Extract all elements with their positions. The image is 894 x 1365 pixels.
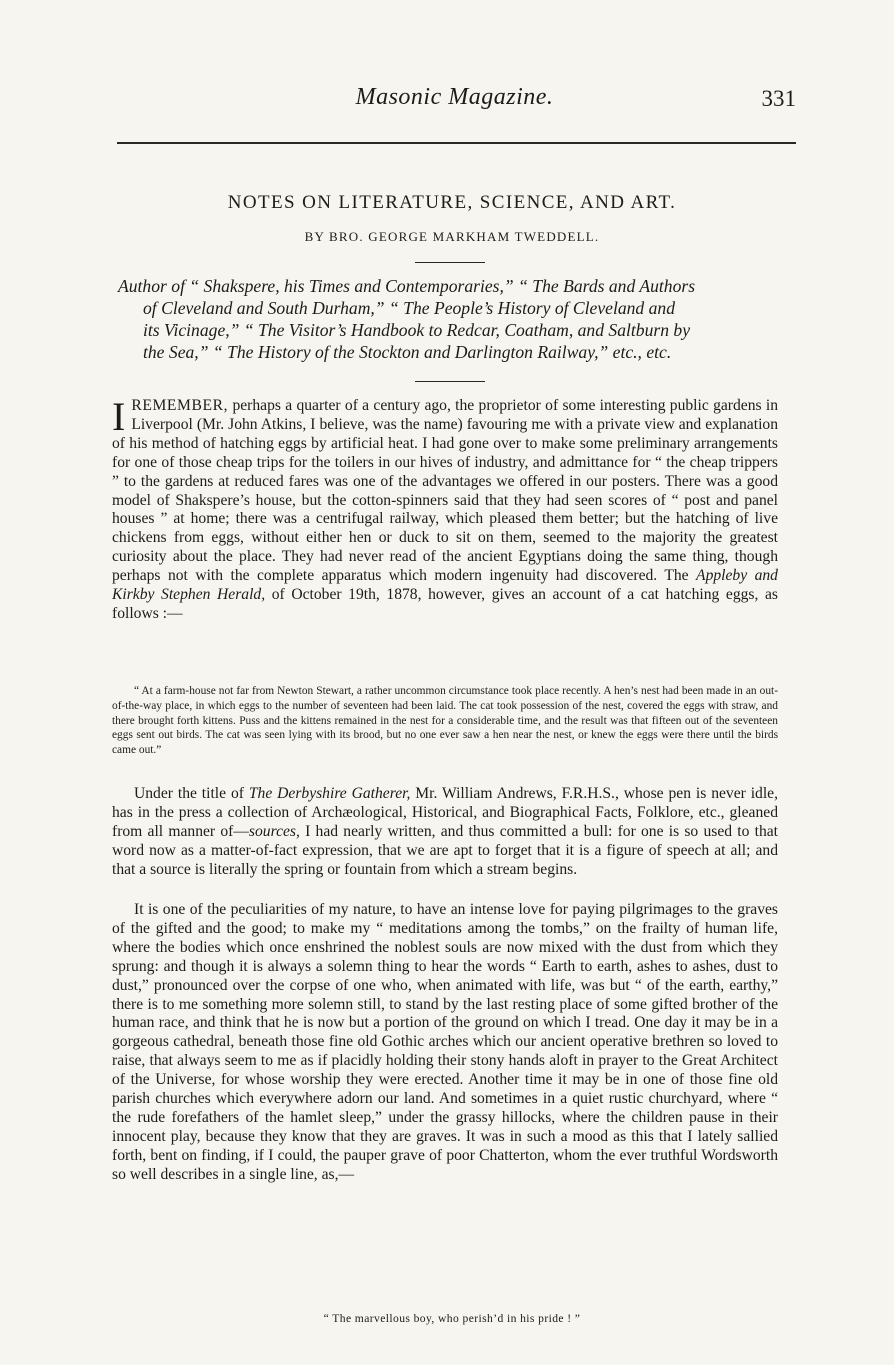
paragraph-text: of October 19th, 1878, however, gives an account of a cat hatching eggs, as follows :— bbox=[112, 586, 778, 622]
paragraph-3 bbox=[112, 901, 778, 1185]
paragraph-2 bbox=[112, 785, 778, 880]
credentials-line: of Cleveland and South Durham,” “ The People’s History of Cleveland and bbox=[143, 298, 676, 318]
credentials-divider bbox=[415, 381, 485, 382]
credentials-line: Author of “ Shakspere, his Times and Contemporaries,” “ The Bards and Authors bbox=[118, 276, 696, 296]
article-title: NOTES ON LITERATURE, SCIENCE, AND ART. bbox=[227, 192, 677, 213]
paragraph-text: Under the title of bbox=[134, 785, 249, 802]
drop-cap: I bbox=[112, 394, 126, 439]
book-title: The Derbyshire Gatherer, bbox=[248, 785, 411, 802]
title-divider bbox=[415, 262, 485, 263]
paragraph-text: Mr. William Andrews, F.R.H.S., whose pen is never idle, has in the press a collection of Archæological, Historical, and Biographical Facts, Folklore, etc., gleaned from all manner of— bbox=[112, 785, 779, 840]
running-head: Masonic Magazine. bbox=[355, 84, 554, 110]
page-number: 331 bbox=[761, 86, 796, 111]
paragraph-text: I had nearly written, and thus committed a bull: for one is so used to that word now as a matter-of-fact expression, that we are apt to forget that it is a figure of speech at all; and that a source is literally the spring or fountain from which a stream begins. bbox=[112, 822, 779, 878]
author-byline: BY BRO. GEORGE MARKHAM TWEDDELL. bbox=[304, 229, 600, 244]
credentials-line: the Sea,” “ The History of the Stockton and Darlington Railway,” etc., etc. bbox=[143, 342, 672, 362]
verse-quotation: “ The marvellous boy, who perish’d in his pride ! ” bbox=[323, 1312, 581, 1325]
newspaper-title: Appleby and Kirkby Stephen Herald, bbox=[112, 567, 778, 604]
lead-words: REMEMBER, bbox=[131, 397, 229, 414]
paragraph-text: perhaps a quarter of a century ago, the proprietor of some interesting public gardens in Liverpool (Mr. John Atkins, I believe, was the name) favouring me with a private view and explanation of his method of hatching eggs by artificial heat. I had gone over to make some preliminary arrangements for one of those cheap trips for the toilers in our hives of industry, and admittance for “ the cheap trippers ” to the gardens at reduced fares was one of the advantages we offered in our posters. There was a good model of Shakspere’s house, but the cotton-spinners said that they had seen scores of “ post and panel houses ” at home; there was a centrifugal railway, which pleased them better; but the hatching of live chickens from eggs, without either hen or duck to sit on them, seemed to the majority the greatest curiosity about the place. They had never read of the ancient Egyptians doing the same thing, though perhaps not with the complete apparatus which modern ingenuity had discovered. The bbox=[112, 397, 778, 585]
author-credentials bbox=[118, 275, 780, 363]
paragraph-1 bbox=[112, 394, 778, 624]
emphasis-word: sources, bbox=[248, 822, 300, 840]
credentials-line: its Vicinage,” “ The Visitor’s Handbook to Redcar, Coatham, and Saltburn by bbox=[143, 320, 691, 340]
quotation-text: “ At a farm-house not far from Newton Stewart, a rather uncommon circumstance took place recently. A hen’s nest had been made in an out-of-the-way place, in which eggs to the number of seventeen had been laid. The cat took possession of the nest, covered the eggs with straw, and there brought forth kittens. Puss and the kittens remained in the nest for a considerable time, and the result was that fifteen out of the seventeen eggs sent out birds. The cat was seen lying with its brood, but no one ever saw a hen near the nest, or knew the eggs were there until the birds came out.” bbox=[112, 685, 778, 757]
header-rule bbox=[117, 142, 796, 144]
newspaper-quotation bbox=[112, 684, 778, 758]
paragraph-text: It is one of the peculiarities of my nature, to have an intense love for paying pilgrimages to the graves of the gifted and the good; to make my “ meditations among the tombs,” on the frailty of human life, where the bodies which once enshrined the noblest souls are now mixed with the dust from which they sprung: and though it is always a solemn thing to hear the words “ Earth to earth, ashes to ashes, dust to dust,” pronounced over the corpse of one who, when animated with life, was but “ of the earth, earthy,” there is to me something more solemn still, to stand by the last resting place of some gifted brother of the human race, and think that he is now but a portion of the ground on which I tread. One day it may be in a gorgeous cathedral, beneath those fine old Gothic arches which our ancient operative brethren so loved to raise, that always seem to me as if placidly holding their stony hands aloft in prayer to the Great Architect of the Universe, for whose worship they were erected. Another time it may be in one of those fine old parish churches which everywhere adorn our land. And sometimes in a quiet rustic churchyard, where “ the rude forefathers of the hamlet sleep,” under the grassy hillocks, where the children pause in their innocent play, because they know that they are graves. It was in such a mood as this that I lately sallied forth, bent on finding, if I could, the pauper grave of poor Chatterton, whom the ever truthful Wordsworth so well describes in a single line, as,— bbox=[112, 901, 778, 1183]
